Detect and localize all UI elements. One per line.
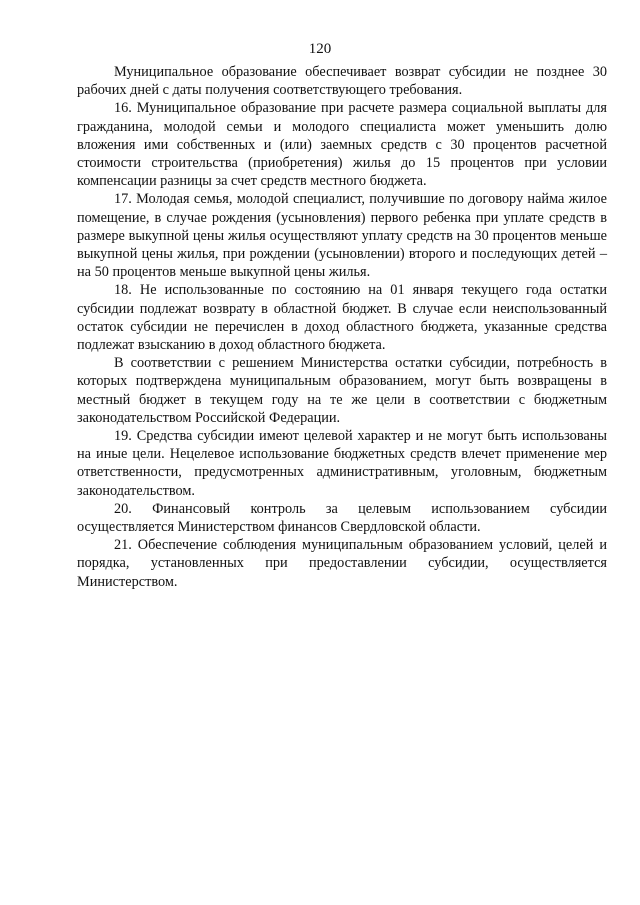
paragraph-21: 21. Обеспечение соблюдения муниципальным образованием условий, целей и порядка, установленных при предоставлении субсидии, осуществляется Министерством. bbox=[77, 537, 607, 590]
paragraph-20: 20. Финансовый контроль за целевым использованием субсидии осуществляется Министерством финансов Свердловской области. bbox=[77, 500, 607, 536]
paragraph-18: 18. Не использованные по состоянию на 01 января текущего года остатки субсидии подлежат возврату в областной бюджет. В случае если неиспользованный остаток субсидии не перечислен в доход областного бюджета, указанные средства подлежат взысканию в доход областного бюджета. bbox=[77, 282, 607, 354]
document-body bbox=[77, 63, 607, 591]
paragraph-subsidy-return: Муниципальное образование обеспечивает возврат субсидии не позднее 30 рабочих дней с даты получения соответствующего требования. bbox=[77, 64, 607, 99]
paragraph-16: 16. Муниципальное образование при расчете размера социальной выплаты для гражданина, молодой семьи и молодого специалиста может уменьшить долю вложения ими собственных и (или) заемных средств с 30 процентов расчетной стоимости строительства (приобретения) жилья до 15 процентов при условии компенсации разницы за счет средств местного бюджета. bbox=[77, 100, 607, 190]
page-number: 120 bbox=[308, 41, 332, 57]
paragraph-ministry-decision: В соответствии с решением Министерства остатки субсидии, потребность в которых подтверждена муниципальным образованием, могут быть возвращены в местный бюджет в текущем году на те же цели в соответствии с бюджетным законодательством Российской Федерации. bbox=[77, 355, 607, 426]
paragraph-19: 19. Средства субсидии имеют целевой характер и не могут быть использованы на иные цели. Нецелевое использование бюджетных средств влечет применение мер ответственности, предусмотренных административным, уголовным, бюджетным законодательством. bbox=[77, 428, 607, 499]
paragraph-17: 17. Молодая семья, молодой специалист, получившие по договору найма жилое помещение, в случае рождения (усыновления) первого ребенка при уплате средств в размере выкупной цены жилья осуществляют уплату средств на 30 процентов меньше выкупной цены жилья, при рождении (усыновлении) второго и последующих детей – на 50 процентов меньше выкупной цены жилья. bbox=[77, 191, 607, 281]
